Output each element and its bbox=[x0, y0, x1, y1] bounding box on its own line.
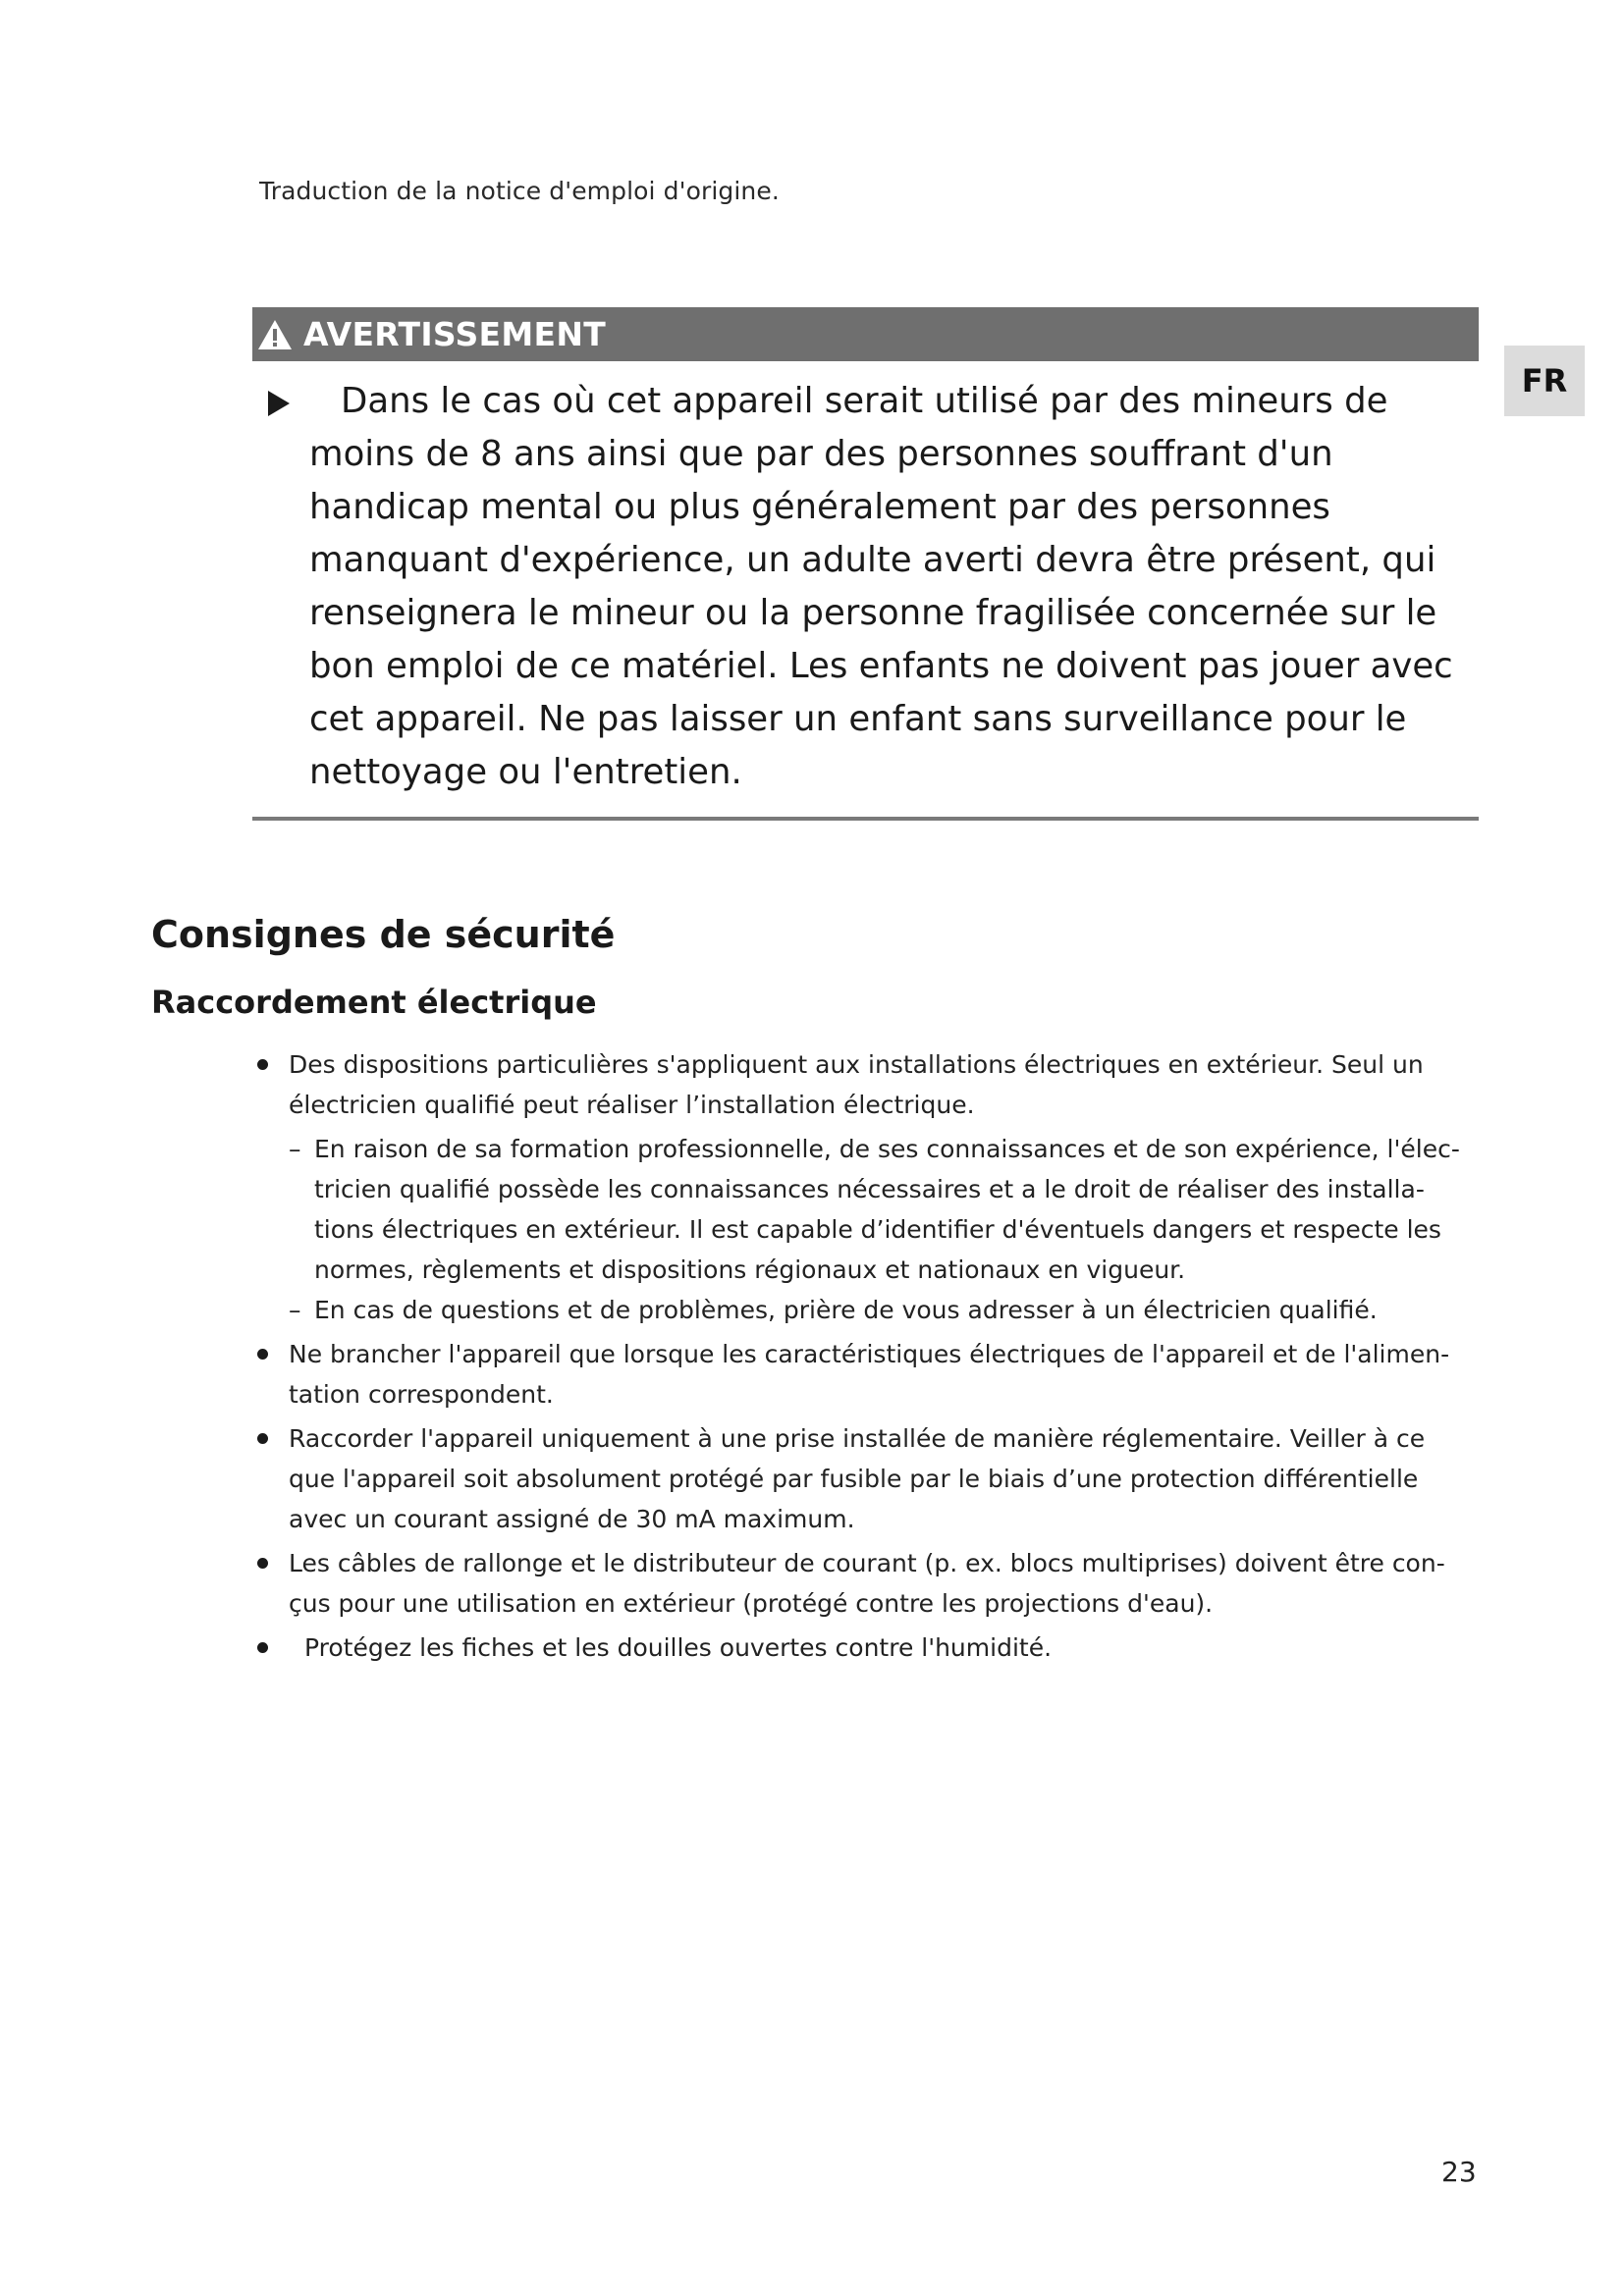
list-item bbox=[253, 1418, 1471, 1539]
bullet-icon bbox=[257, 1642, 268, 1653]
list-item-text: Ne brancher l'appareil que lorsque les caractéristiques électriques de l'appareil et de l'alimentation correspondent. bbox=[289, 1340, 1450, 1409]
list-item bbox=[253, 1628, 1471, 1668]
list-item bbox=[253, 1334, 1471, 1415]
arrow-right-icon bbox=[268, 391, 290, 416]
warning-triangle-icon bbox=[256, 318, 294, 351]
dash-icon: – bbox=[289, 1135, 301, 1163]
intro-text: Traduction de la notice d'emploi d'origine. bbox=[259, 177, 780, 205]
bullet-icon bbox=[257, 1349, 268, 1360]
warning-text: Dans le cas où cet appareil serait utilisé par des mineurs de moins de 8 ans ainsi que par des personnes souffrant d'un handicap mental ou plus généralement par des personnes manquant d'expérience, un adulte averti devra être présent, qui renseignera le mineur ou la personne fragilisée concernée sur le bon emploi de ce matériel. Les enfants ne doivent pas jouer avec cet appareil. Ne pas laisser un enfant sans surveillance pour le nettoyage ou l'entretien. bbox=[309, 381, 1453, 792]
sub-list-item-text: En raison de sa formation professionnelle, de ses connaissances et de son expérience, l'électricien qualifié possède les connaissances nécessaires et a le droit de réaliser des installations électriques en extérieur. Il est capable d’identifier d'éventuels dangers et respecte les normes, règlements et dispositions régionaux et nationaux en vigueur. bbox=[314, 1135, 1460, 1284]
bullet-icon bbox=[257, 1433, 268, 1444]
language-tab: FR bbox=[1504, 346, 1585, 416]
bullet-icon bbox=[257, 1558, 268, 1569]
list-item-text: Protégez les fiches et les douilles ouvertes contre l'humidité. bbox=[304, 1633, 1053, 1662]
page-number: 23 bbox=[1441, 2156, 1477, 2188]
dash-icon: – bbox=[289, 1296, 301, 1324]
bullet-icon bbox=[257, 1059, 268, 1070]
warning-header bbox=[252, 307, 1479, 361]
warning-box bbox=[252, 307, 1479, 821]
warning-title: AVERTISSEMENT bbox=[303, 315, 607, 353]
list-item-text: Des dispositions particulières s'appliquent aux installations électriques en extérieur. Seul un électricien qualifié peut réaliser l’installation électrique. bbox=[289, 1050, 1424, 1119]
list-item-text: Raccorder l'appareil uniquement à une prise installée de manière réglementaire. Veiller à ce que l'appareil soit absolument protégé par fusible par le biais d’une protection différentielle avec un courant assigné de 30 mA maximum. bbox=[289, 1424, 1426, 1533]
section-title: Consignes de sécurité bbox=[151, 913, 616, 956]
sub-list-item bbox=[253, 1129, 1471, 1290]
subsection-title: Raccordement électrique bbox=[151, 984, 597, 1021]
list-item bbox=[253, 1543, 1471, 1624]
list-item-text: Les câbles de rallonge et le distributeur de courant (p. ex. blocs multiprises) doivent être conçus pour une utilisation en extérieur (protégé contre les projections d'eau). bbox=[289, 1549, 1445, 1618]
list-item bbox=[253, 1044, 1471, 1125]
bullet-list bbox=[253, 1044, 1471, 1672]
sub-list-item-text: En cas de questions et de problèmes, prière de vous adresser à un électricien qualifié. bbox=[314, 1296, 1378, 1324]
warning-body bbox=[252, 361, 1479, 821]
sub-list-item bbox=[253, 1290, 1471, 1330]
